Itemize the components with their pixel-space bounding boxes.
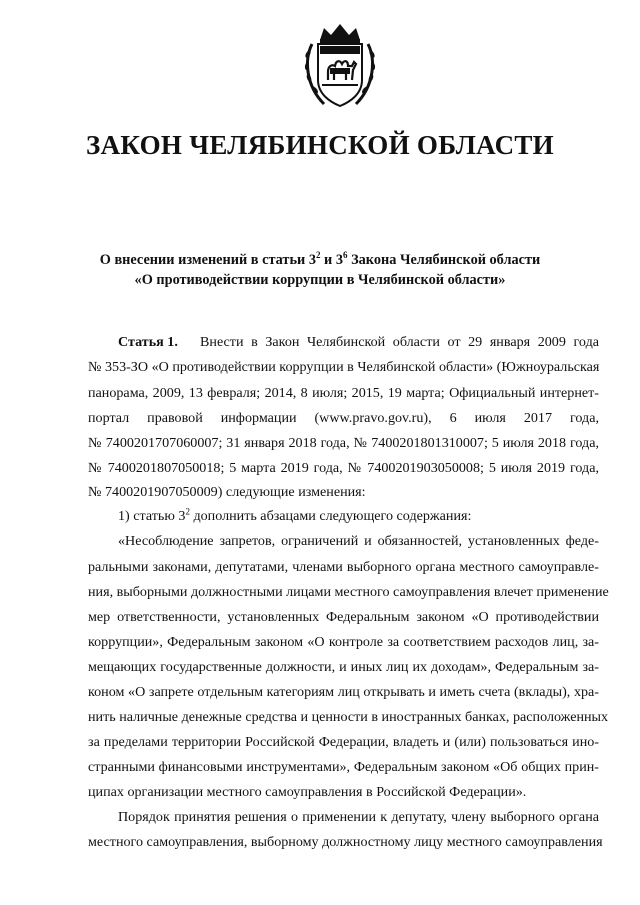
paragraph-line: местного самоуправления, выборному должностному лицу местного самоуправления bbox=[88, 834, 603, 850]
quote-line: ральными законами, депутатами, членами выборного органа местного самоуправле- bbox=[88, 559, 599, 575]
quote-line: ния, выборными должностными лицами местного самоуправления влечет применение bbox=[88, 584, 609, 600]
quote-line: мер ответственности, установленных Федеральным законом «О противодействии bbox=[88, 609, 599, 625]
paragraph-line: Порядок принятия решения о применении к депутату, члену выборного органа bbox=[118, 809, 599, 825]
article-line: портал правовой информации (www.pravo.gov.ru), 6 июля 2017 года, bbox=[88, 410, 599, 426]
quote-line: за пределами территории Российской Федерации, владеть и (или) пользоваться ино- bbox=[88, 734, 599, 750]
subtitle-line-2: «О противодействии коррупции в Челябинской области» bbox=[134, 272, 506, 288]
document-title: ЗАКОН ЧЕЛЯБИНСКОЙ ОБЛАСТИ bbox=[86, 130, 554, 160]
article-line: Внести в Закон Челябинской области от 29 января 2009 года bbox=[200, 334, 599, 350]
article-line: № 7400201807050018; 5 марта 2019 года, № 7400201903050008; 5 июля 2019 года, bbox=[88, 460, 599, 476]
article-line: панорама, 2009, 13 февраля; 2014, 8 июля; 2015, 19 марта; Официальный интернет- bbox=[88, 385, 599, 401]
quote-line: коном «О запрете отдельным категориям лиц открывать и иметь счета (вклады), хра- bbox=[88, 684, 599, 700]
quote-line: «Несоблюдение запретов, ограничений и обязанностей, установленных феде- bbox=[118, 533, 599, 549]
quote-line: мещающих государственные должности, и иных лиц их доходам», Федеральным за- bbox=[88, 659, 599, 675]
quote-line: коррупции», Федеральным законом «О контроле за соответствием расходов лиц, за- bbox=[88, 634, 599, 650]
article-heading: Статья 1. bbox=[118, 334, 178, 350]
item-1: 1) статью $3^2$ дополнить абзацами следующего содержания: bbox=[118, 506, 472, 524]
article-line: № 7400201707060007; 31 января 2018 года, № 7400201801310007; 5 июля 2018 года, bbox=[88, 435, 599, 451]
article-line: № 353-ЗО «О противодействии коррупции в Челябинской области» (Южноуральская bbox=[88, 359, 600, 375]
coat-of-arms-emblem bbox=[298, 20, 382, 112]
quote-line: нить наличные денежные средства и ценности в иностранных банках, расположенных bbox=[88, 709, 609, 725]
subtitle-line-1: О внесении изменений в статьи $3^2$ и $3^6$ Закона Челябинской области bbox=[99, 250, 541, 268]
article-line: № 7400201907050009) следующие изменения: bbox=[88, 484, 366, 500]
quote-line: ципах организации местного самоуправления в Российской Федерации». bbox=[88, 784, 527, 800]
quote-line: странными финансовыми инструментами», Федеральным законом «Об общих прин- bbox=[88, 759, 599, 775]
